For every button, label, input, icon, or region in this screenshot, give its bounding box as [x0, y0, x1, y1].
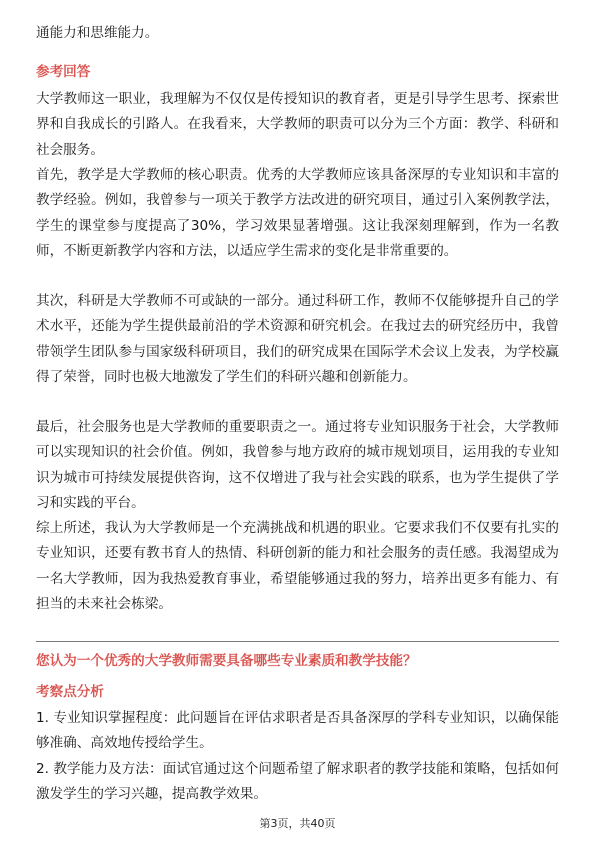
- answer-paragraph-service: 最后，社会服务也是大学教师的重要职责之一。通过将专业知识服务于社会，大学教师可以实现知识的社会价值。例如，我曾参与地方政府的城市规划项目，运用我的专业知识为城市可持续发展提供咨询，这不仅增进了我与社会实践的联系，也为学生提供了学习和实践的平台。: [36, 419, 559, 511]
- analysis-item-2: 2. 教学能力及方法：面试官通过这个问题希望了解求职者的教学技能和策略，包括如何激发学生的学习兴趣，提高教学效果。: [36, 761, 559, 803]
- analysis-item-1: 1. 专业知识掌握程度：此问题旨在评估求职者是否具备深厚的学科专业知识，以确保能够准确、高效地传授给学生。: [36, 710, 559, 752]
- section-divider: [36, 641, 559, 642]
- document-page: [36, 0, 559, 842]
- answer-paragraph-teaching: 首先，教学是大学教师的核心职责。优秀的大学教师应该具备深厚的专业知识和丰富的教学经验。例如，我曾参与一项关于教学方法改进的研究项目，通过引入案例教学法，学生的课堂参与度提高了30%，学习效果显著增强。这让我深刻理解到，作为一名教师，不断更新教学内容和方法，以适应学生需求的变化是非常重要的。: [36, 167, 559, 259]
- page-number-footer: 第3页，共40页: [259, 817, 336, 830]
- answer-paragraph-conclusion: 综上所述，我认为大学教师是一个充满挑战和机遇的职业。它要求我们不仅要有扎实的专业知识，还要有教书育人的热情、科研创新的能力和社会服务的责任感。我渴望成为一名大学教师，因为我热爱教育事业，希望能够通过我的努力，培养出更多有能力、有担当的未来社会栋梁。: [36, 520, 559, 612]
- answer-heading: 参考回答: [36, 64, 91, 80]
- analysis-heading: 考察点分析: [36, 684, 104, 700]
- answer-paragraph-research: 其次，科研是大学教师不可或缺的一部分。通过科研工作，教师不仅能够提升自己的学术水平，还能为学生提供最前沿的学术资源和研究机会。在我过去的研究经历中，我曾带领学生团队参与国家级科研项目，我们的研究成果在国际学术会议上发表，为学校赢得了荣誉，同时也极大地激发了学生们的科研兴趣和创新能力。: [36, 293, 559, 385]
- answer-paragraph-intro: 大学教师这一职业，我理解为不仅仅是传授知识的教育者，更是引导学生思考、探索世界和自我成长的引路人。在我看来，大学教师的职责可以分为三个方面：教学、科研和社会服务。: [36, 91, 559, 158]
- previous-answer-fragment: 通能力和思维能力。: [36, 25, 159, 41]
- question-heading: 您认为一个优秀的大学教师需要具备哪些专业素质和教学技能？: [36, 653, 417, 669]
